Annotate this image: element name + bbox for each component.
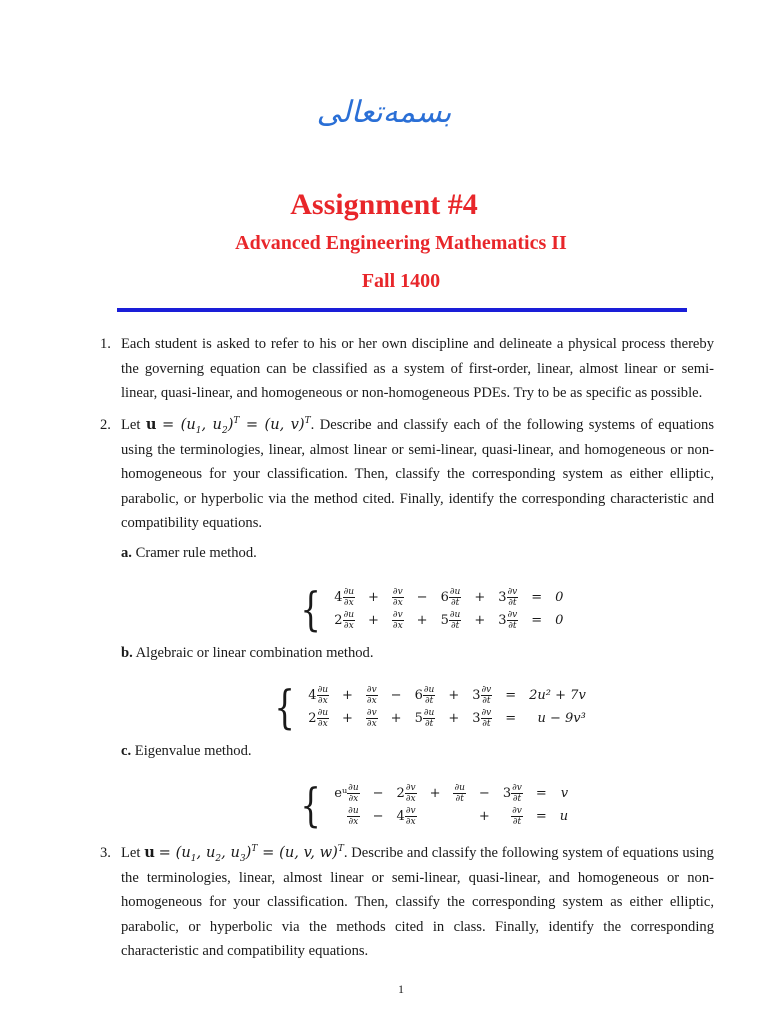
term-label: Fall 1400	[361, 270, 441, 292]
equation-system-b	[270, 680, 591, 734]
part-c: c. Eigenvalue method.	[121, 743, 252, 759]
question-text: Let $u = (u_1$, $u_2$, $u_3)^T = (u$, v, w)$^T$. Describe and classify the following system of equations using the terminologies, linear, almost linear or semi-linear, quasi-linear, and homogeneous or non-homogeneous for your classification. Then, classify the corresponding system as either elliptic, parabolic, or hyperbolic via the methods cited in class. Finally, identify the corresponding characteristic and compatibility equations.	[121, 844, 714, 959]
question-2	[100, 413, 714, 536]
assignment-title: Assignment #4	[290, 188, 478, 221]
question-1	[100, 332, 714, 406]
equation-system-a	[296, 582, 568, 636]
question-number: 1.	[100, 336, 111, 352]
question-text: Each student is asked to refer to his or her own discipline and delineate a physical process thereby the governing equation can be classified as a system of first-order, linear, almost linear or semi-linear, quasi-linear, and homogeneous or non-homogeneous PDEs. Try to be as specific as possible.	[121, 336, 714, 401]
equation-row: 4 $\frac{\partial u}{\partial x}$ + $\frac{\partial v}{\partial x}$ − 6 $\frac{\partial u}{\partial t}$ + 3 $\frac{\partial v}{\partial t}$ = 2u² + 7v	[308, 685, 586, 706]
part-a: a. Cramer rule method.	[121, 545, 257, 561]
equation-row: $\frac{\partial u}{\partial x}$ − 4 $\frac{\partial v}{\partial x}$ + $\frac{\partial v}{\partial t}$ = u	[348, 806, 569, 827]
question-number: 2.	[100, 417, 111, 433]
basmala-heading: بسمه‌تعالی	[316, 95, 452, 130]
page-number: 1	[398, 982, 404, 996]
equation-row: 4 $\frac{\partial u}{\partial x}$ + $\frac{\partial v}{\partial x}$ − 6 $\frac{\partial u}{\partial t}$ + 3 $\frac{\partial v}{\partial t}$ = 0	[334, 587, 564, 608]
equation-row: 2 $\frac{\partial u}{\partial x}$ + $\frac{\partial v}{\partial x}$ + 5 $\frac{\partial u}{\partial t}$ + 3 $\frac{\partial v}{\partial t}$ = u − 9v³	[308, 708, 586, 729]
equation-row: 2 $\frac{\partial u}{\partial x}$ + $\frac{\partial v}{\partial x}$ + 5 $\frac{\partial u}{\partial t}$ + 3 $\frac{\partial v}{\partial t}$ = 0	[334, 610, 564, 631]
question-number: 3.	[100, 845, 111, 861]
course-title: Advanced Engineering Mathematics II	[235, 232, 567, 254]
left-brace: {	[274, 680, 295, 734]
left-brace: {	[300, 582, 321, 636]
question-3	[100, 841, 714, 964]
question-text: Let $u = (u_1$, $u_2)^T = (u$, v)$^T$. Describe and classify each of the following systems of equations using the terminologies, linear, almost linear or semi-linear, quasi-linear, and homogeneous or non-homogeneous for your classification. Then, classify the corresponding system as either elliptic, parabolic, or hyperbolic via the method cited. Finally, identify the corresponding characteristic and compatibility equations.	[121, 416, 714, 531]
header-divider	[117, 308, 687, 312]
equation-system-c	[296, 778, 573, 832]
part-b: b. Algebraic or linear combination method.	[121, 645, 374, 661]
left-brace: {	[300, 778, 321, 832]
equation-row: eᵘ $\frac{\partial u}{\partial x}$ − 2 $\frac{\partial v}{\partial x}$ + $\frac{\partial u}{\partial t}$ − 3 $\frac{\partial v}{\partial t}$ = v	[334, 783, 569, 804]
